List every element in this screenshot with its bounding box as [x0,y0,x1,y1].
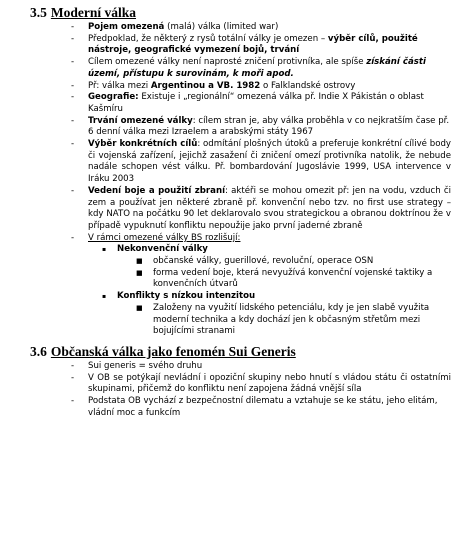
list-item: - Sui generis = svého druhu [71,360,203,371]
bullet-icon: ■ [136,268,143,277]
sublist-heading: ▪ Konflikty s nízkou intenzitou [102,291,256,302]
list-item: - V rámci omezené války BS rozlišují: [71,232,241,243]
modern-war-list [30,22,451,338]
list-item: - Př: válka mezi Argentinou a VB. 1982 o Falklandské ostrovy [71,80,356,91]
bullet-icon: ■ [136,303,143,312]
list-item: - Vedení boje a použití zbraní: aktéři se mohou omezit př: jen na vodu, vzduch či zem a používat jen některé zbraně př. konvenční nebo tzv. no first use strategy – kdy NATO na počátku 90 let deklarovalo svou strategickou a obranou doktrínou že v případě vypuknutí konfliktu nepoužije jako první jaderné zbraně [71,185,451,231]
list-item: - V OB se potýkají nevládní i opoziční skupiny nebo hnutí s vládou státu či ostatními skupinami, přičemž do konfliktu není zapojena žádná vnější síla [71,372,451,395]
sublist-item: ■ forma vedení boje, která nevyužívá konvenční vojenské taktiky a konvenčních útvarů [136,267,433,290]
section-heading-modern-war [30,4,451,21]
list-item: - Trvání omezené války: cílem stran je, aby válka proběhla v co nejkratším čase př. 6 denní válka mezi Izraelem a arabskými státy 1967 [71,115,450,138]
square-bullet-icon: ▪ [102,246,107,254]
bullet-icon: ■ [136,257,143,266]
list-item: - Podstata OB vychází z bezpečnostní dilematu a vztahuje se ke státu, jeho elitám, vládní moc a funkcím [71,396,438,418]
list-item: - Geografie: Existuje i „regionální“ omezená válka př. Indie X Pákistán o oblast Kašmíru [71,92,424,114]
list-item: - Pojem omezená (malá) válka (limited war) [71,22,279,32]
section-title: Moderní válka [50,5,137,20]
section-title: Občanská válka jako fenomén Sui Generis [50,343,296,359]
section-heading-civil-war [30,343,451,360]
list-item: - Předpoklad, že některý z rysů totální války je omezen – výběr cílů, použité nástroje, geografické vymezení bojů, trvání [71,33,418,56]
sublist-heading: ▪ Nekonvenční války [102,244,208,255]
section-number: 3.5 [30,5,47,20]
sublist-item: ■ Založeny na využití lidského petenciálu, kdy je jen slabě využita moderní technika a kdy dochází jen k občasným střetům mezi bojujícími stranami [136,302,430,337]
list-item: - Výběr konkrétních cílů: odmítání plošných útoků a preferuje konkrétní cílivé body či vojenská zařízení, jejichž zasažení či zničení omezí protivníka natolik, že nebude nadále schopen vést válku. Př. bombardování Jugoslávie 1999, USA intervence v Iráku 2003 [71,139,451,185]
square-bullet-icon: ▪ [102,293,107,301]
section-number: 3.6 [30,343,47,359]
sublist-item: ■ občanské války, guerillové, revoluční, operace OSN [136,256,374,267]
list-item: - Cílem omezené války není naprosté zničení protivníka, ale spíše získání části území, přístupu k surovinám, k moři apod. [71,57,426,79]
civil-war-list [30,361,451,420]
